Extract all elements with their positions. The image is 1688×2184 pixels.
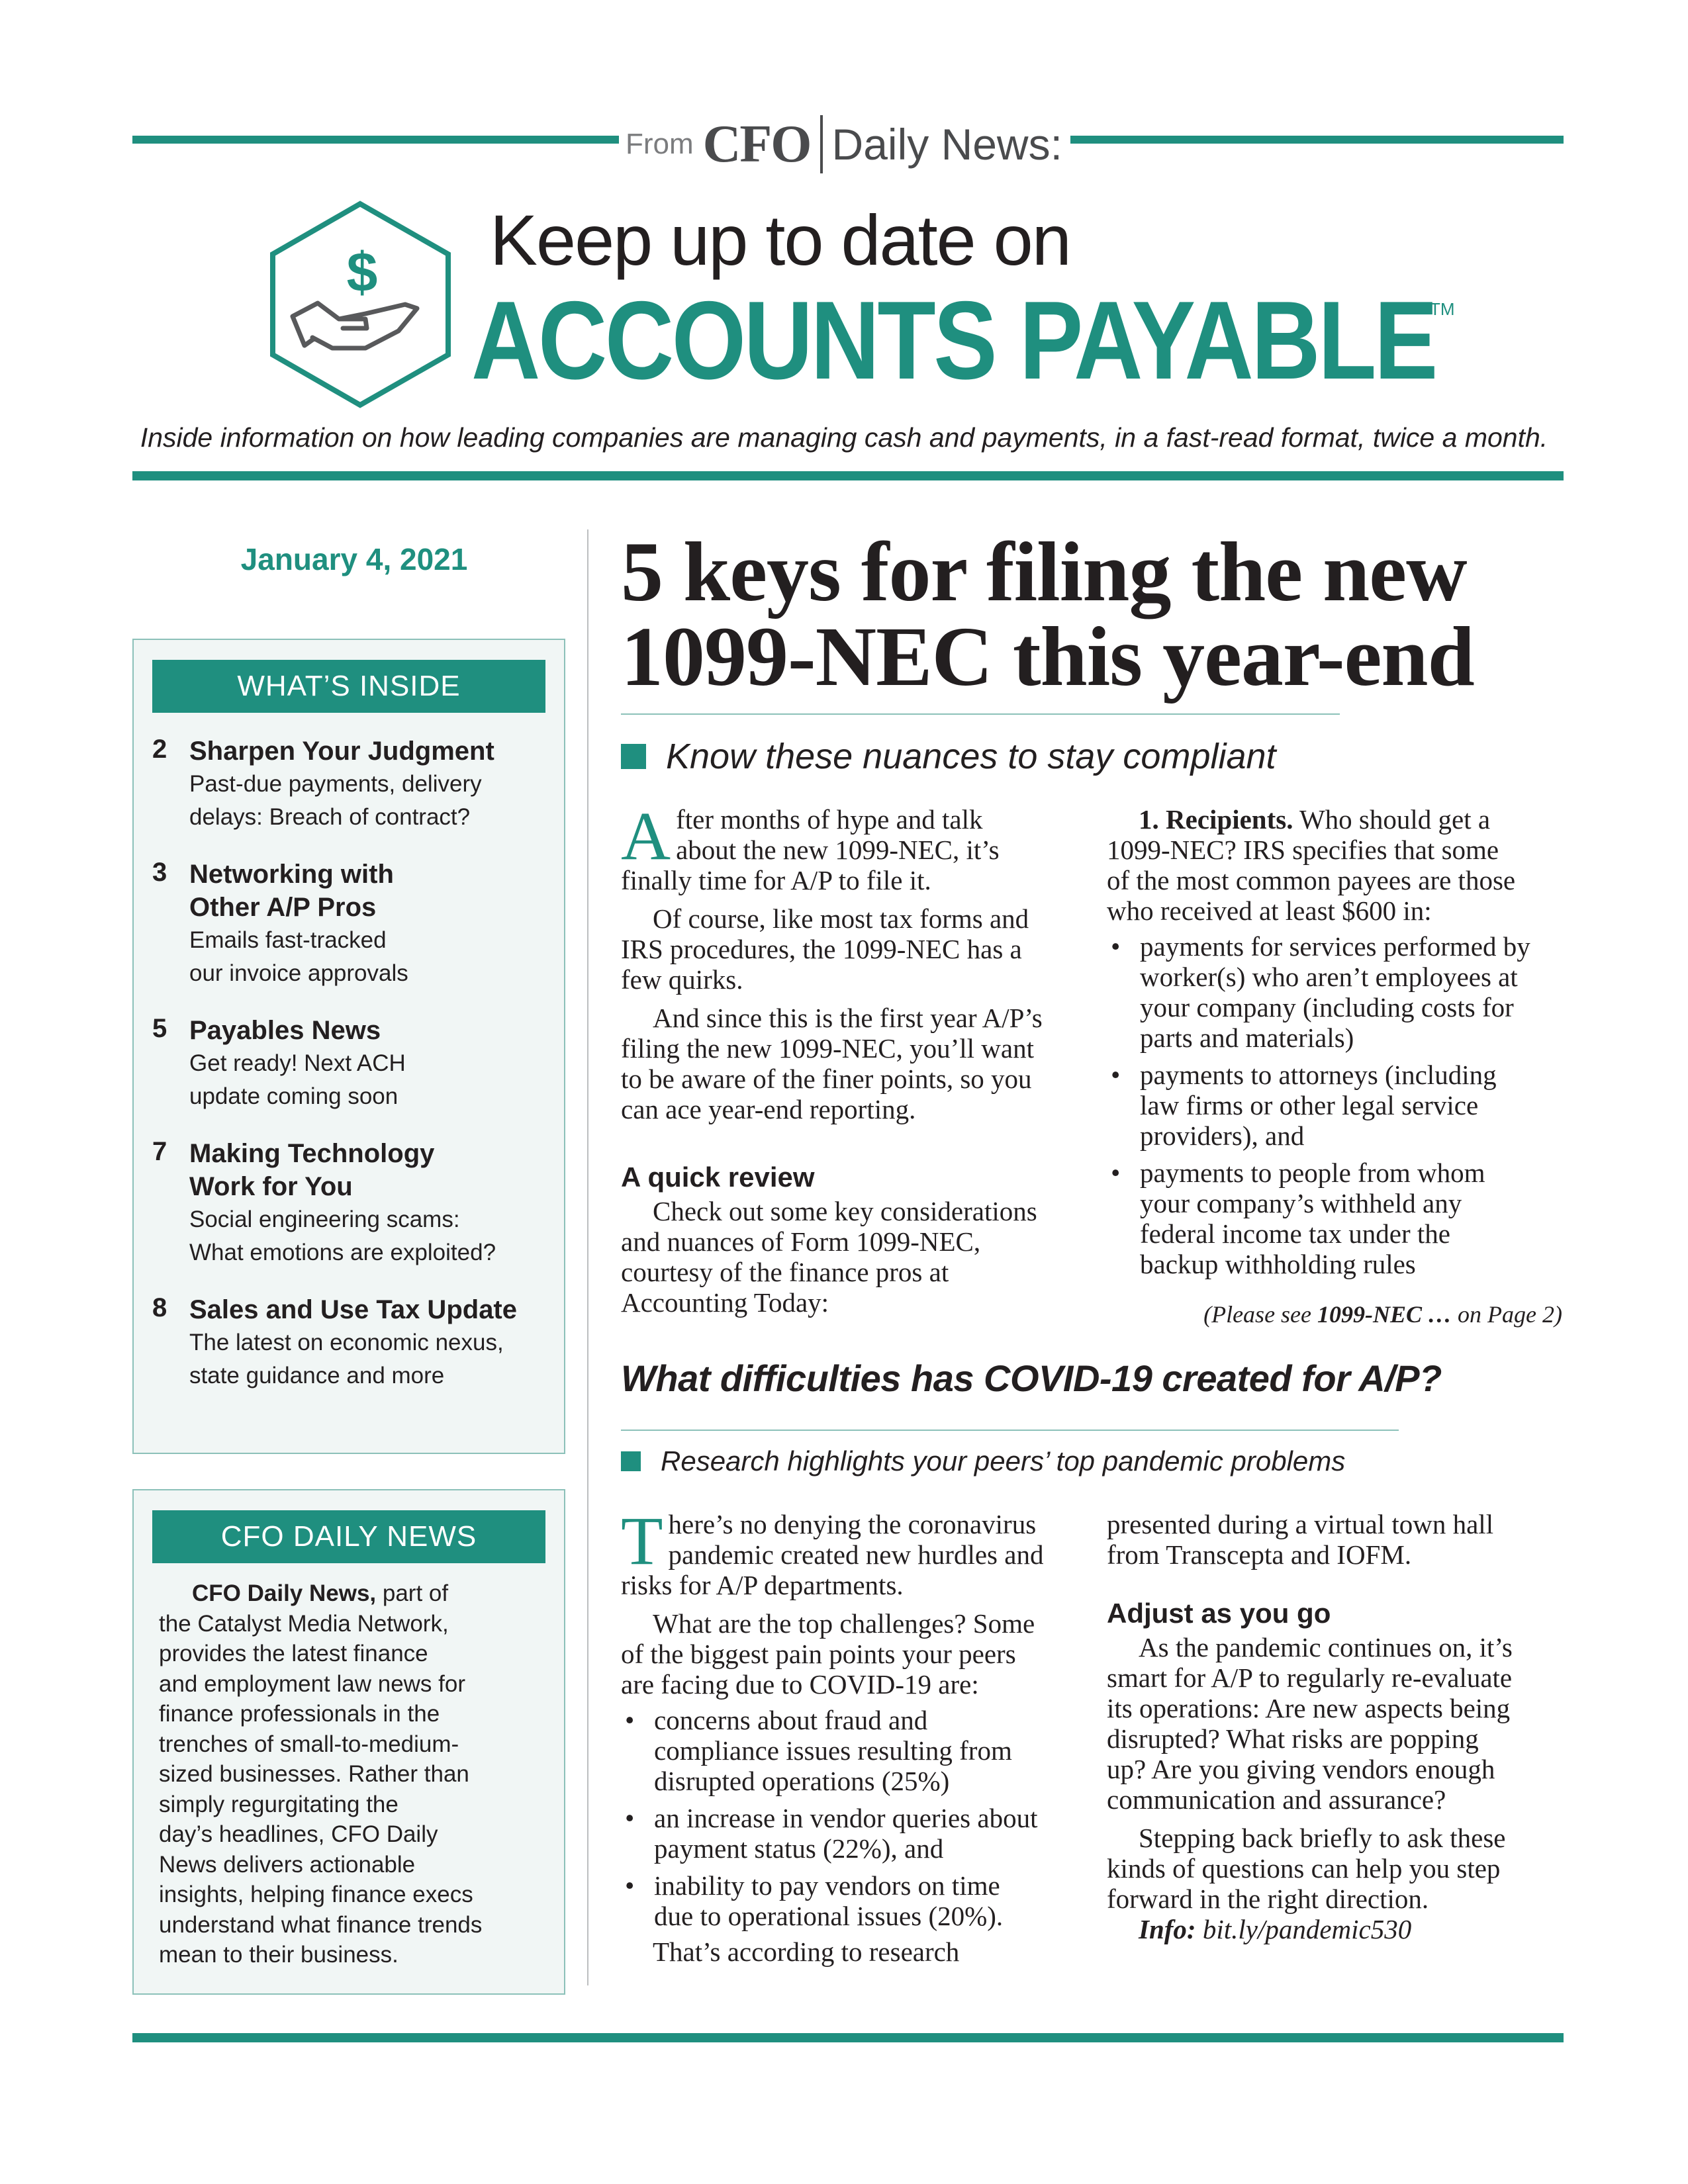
toc-item[interactable] — [150, 735, 573, 834]
toc-page-number: 5 — [152, 1014, 167, 1043]
cfo-daily-news-body: CFO Daily News, part of the Catalyst Media Network, provides the latest finance and employment law news for finance professionals in the trenches of small-to-medium- sized businesses. Rather than simply regurgitating the day’s headlines, CFO Daily News delivers actionable insights, helping finance execs understand what finance trends mean to their business. — [159, 1580, 483, 1968]
toc-page-number: 2 — [152, 735, 167, 764]
toc-title: Sales and Use Tax Update — [189, 1295, 517, 1324]
toc-title: Payables News — [189, 1016, 381, 1045]
article2-column-1: T here’s no denying the coronavirus pandemic created new hurdles and risks for A/P departments. What are the top challenges? Some of the biggest pain points your peers are facing due to COVID-19 are: • concerns about fraud and compliance issues resulting from disrupted operations (25%) • an increase in vendor queries about payment status (22%), and • inability to pay vendors on time due to operational issues (20%). That’s according to research — [621, 1509, 1084, 1967]
toc-description: Social engineering scams: What emotions are exploited? — [189, 1206, 496, 1265]
bullet-item: • an increase in vendor queries about payment status (22%), and — [625, 1803, 1038, 1864]
toc-description: The latest on economic nexus, state guidance and more — [189, 1330, 504, 1388]
toc-item[interactable] — [150, 1293, 573, 1392]
cfo-daily-news-heading: CFO DAILY NEWS — [152, 1510, 545, 1563]
deck-square-icon — [621, 1451, 641, 1471]
toc-page-number: 8 — [152, 1293, 167, 1322]
toc-title: Making Technology Work for You — [189, 1139, 435, 1201]
brand-cfo: CFO — [702, 114, 811, 173]
dropcap: A — [621, 798, 671, 874]
brand-daily-news: Daily News: — [831, 120, 1062, 169]
bullet-item: • concerns about fraud and compliance issues resulting from disrupted operations (25%) — [625, 1705, 1012, 1796]
whats-inside-list — [150, 735, 573, 1416]
header-rule-right — [1070, 136, 1564, 144]
info-label: Info: — [1139, 1914, 1196, 1944]
toc-description: Emails fast-tracked our invoice approvals — [189, 927, 408, 986]
recipients-lead: 1. Recipients. — [1139, 804, 1293, 835]
toc-title: Sharpen Your Judgment — [189, 737, 494, 766]
logo-dollar-symbol: $ — [346, 241, 378, 303]
subhead-quick-review: A quick review — [621, 1161, 815, 1193]
bullet-item: • payments for services performed by worker(s) who aren’t employees at your company (including costs for parts and materials) — [1111, 931, 1530, 1053]
toc-item[interactable] — [150, 858, 573, 990]
from-label: From — [626, 128, 694, 160]
article2-column-2: presented during a virtual town hall from Transcepta and IOFM. Adjust as you go As the pandemic continues on, it’s smart for A/P to regularly re-evaluate its operations: Are new aspects being disrupted? What risks are popping up? Are you giving vendors enough communication and assurance? Stepping back briefly to ask these kinds of questions can help you step forward in the right direction. Info: bit.ly/pandemic530 — [1107, 1509, 1564, 1944]
info-link[interactable]: bit.ly/pandemic530 — [1196, 1914, 1412, 1944]
article2-deck: Research highlights your peers’ top pandemic problems — [621, 1441, 1345, 1481]
header-rule-left — [132, 136, 619, 144]
header-bottom-rule — [132, 471, 1564, 480]
subhead-adjust-as-you-go: Adjust as you go — [1107, 1598, 1331, 1629]
bullet-item: • inability to pay vendors on time due to operational issues (20%). — [625, 1870, 1004, 1931]
deck-square-icon — [621, 744, 646, 769]
cfo-daily-news-lead: CFO Daily News, — [192, 1580, 377, 1606]
tagline: Inside information on how leading companies are managing cash and payments, in a fast-read format, twice a month. — [140, 422, 1548, 453]
brand-divider — [820, 115, 823, 173]
article1-headline: 5 keys for filing the new 1099-NEC this year-end — [621, 525, 1474, 704]
dropcap: T — [621, 1503, 663, 1579]
bullet-item: • payments to people from whom your company’s withheld any federal income tax under the backup withholding rules — [1111, 1158, 1485, 1279]
toc-title: Networking with Other A/P Pros — [189, 860, 394, 922]
article1-deck: Know these nuances to stay compliant — [621, 733, 1276, 780]
article2-headline: What difficulties has COVID-19 created for A/P? — [621, 1357, 1442, 1399]
dollar-hand-hexagon-icon — [266, 199, 455, 410]
article2-headline-rule — [621, 1430, 1399, 1431]
toc-description: Past-due payments, delivery delays: Breach of contract? — [189, 771, 482, 830]
title-accounts-payable: ACCOUNTS PAYABLE — [471, 278, 1436, 402]
article1-column-1: A fter months of hype and talk about the new 1099-NEC, it’s finally time for A/P to file it. Of course, like most tax forms and IRS procedures, the 1099-NEC has a few quirks. And since this is the first year A/P’s filing the new 1099-NEC, you’ll want to be aware of the finer points, so you can ace year-end reporting. A quick review Check out some key considerations and nuances of Form 1099-NEC, courtesy of the finance pros at Accounting Today: — [621, 804, 1078, 1318]
from-cfo-daily-news — [626, 111, 1062, 177]
toc-page-number: 3 — [152, 858, 167, 887]
info-line — [1107, 1914, 1564, 1944]
toc-item[interactable] — [150, 1137, 573, 1269]
article1-headline-rule — [621, 713, 1340, 715]
issue-date: January 4, 2021 — [240, 542, 468, 576]
title-keep-up: Keep up to date on — [490, 200, 1070, 280]
toc-description: Get ready! Next ACH update coming soon — [189, 1050, 406, 1109]
footer-rule — [132, 2033, 1564, 2042]
toc-page-number: 7 — [152, 1137, 167, 1166]
toc-item[interactable] — [150, 1014, 573, 1113]
column-divider — [587, 529, 588, 1985]
whats-inside-heading: WHAT’S INSIDE — [152, 660, 545, 713]
trademark-mark: TM — [1430, 299, 1455, 319]
continued-on-page-2[interactable]: (Please see 1099-NEC … on Page 2) — [1203, 1301, 1562, 1328]
article1-column-2: 1. Recipients. Who should get a 1099-NEC? IRS specifies that some of the most common payees are those who received at least $600 in: • payments for services performed by worker(s) who aren’t employees at your company (including costs for parts and materials) • payments to attorneys (including law firms or other legal service providers), and • payments to people from whom your company’s withheld any federal income tax under the backup withholding rules (Please see 1099-NEC … on Page 2) — [1107, 804, 1564, 1330]
bullet-item: • payments to attorneys (including law firms or other legal service providers), and — [1111, 1060, 1497, 1151]
